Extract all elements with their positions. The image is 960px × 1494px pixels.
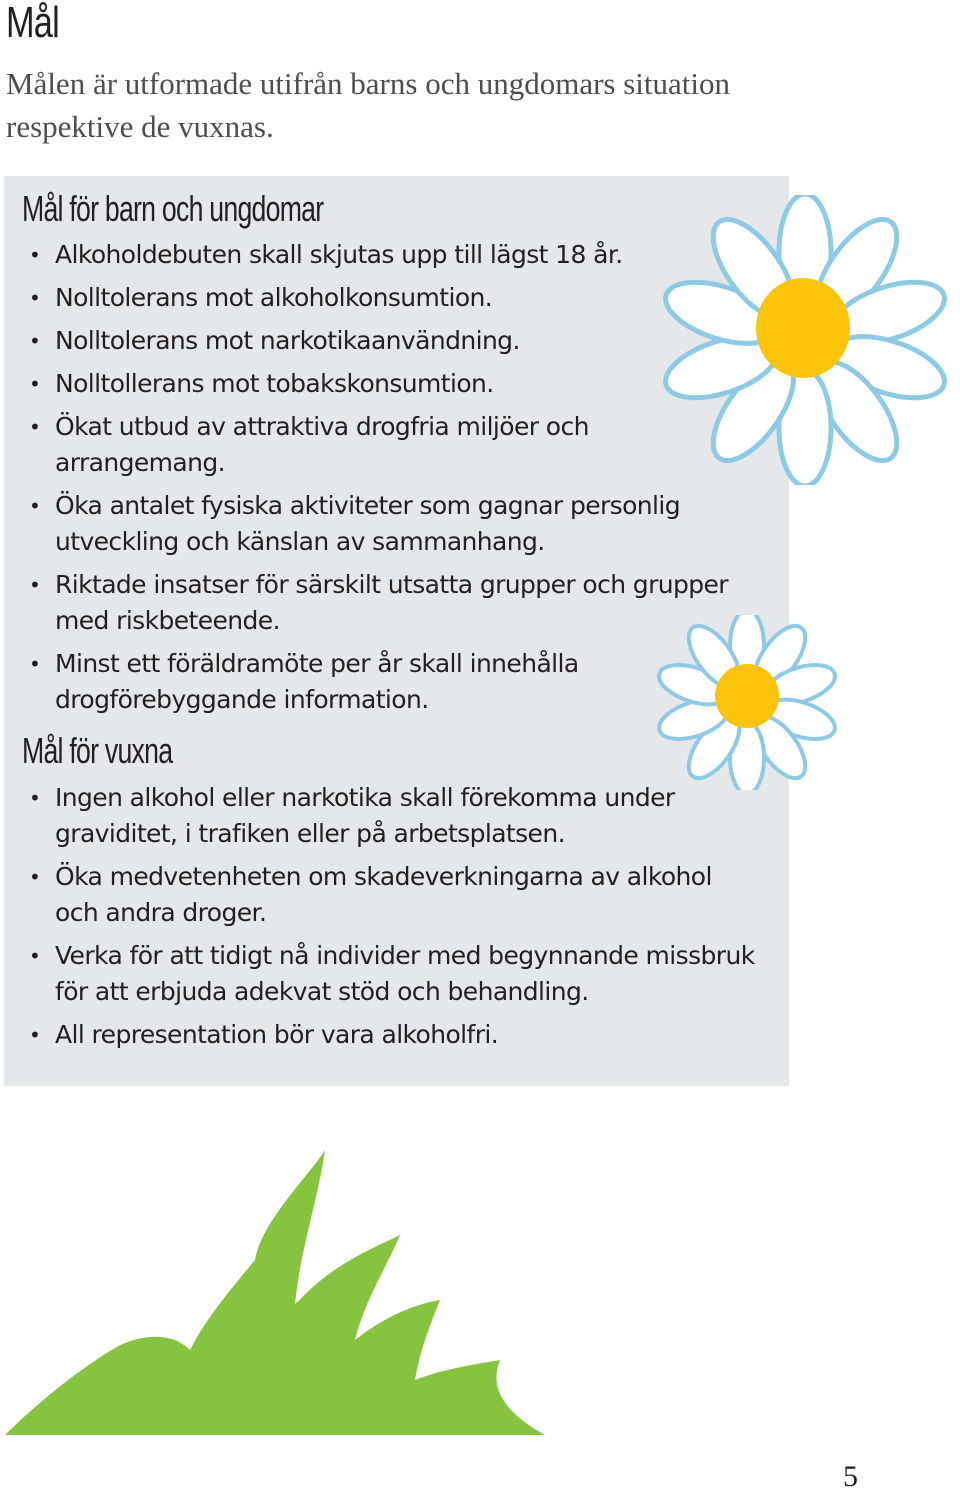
bullet: • [29,786,41,810]
bullet: • [29,286,41,310]
section-heading-adults: Mål för vuxna [22,730,173,771]
bullet: • [29,415,41,439]
bullet: • [29,243,41,267]
list-item-text: Minst ett föräldramöte per år skall innehålla drogförebyggande information. [55,649,579,714]
adult-goal-list [4,780,775,1060]
list-item-text: Öka antalet fysiska aktiviteter som gagnar personlig utveckling och känslan av sammanhang. [55,491,681,556]
list-item [4,859,745,931]
bullet: • [29,329,41,353]
list-item [4,488,705,560]
bullet: • [29,944,41,968]
bullet: • [29,372,41,396]
page-number: 5 [843,1460,858,1493]
list-item-text: Nolltolerans mot narkotikaanvändning. [55,326,520,355]
daisy-flower-icon [640,615,855,790]
list-item-text: All representation bör vara alkoholfri. [55,1020,499,1049]
list-item-text: Riktade insatser för särskilt utsatta grupper och grupper med riskbeteende. [55,570,728,635]
bullet: • [29,865,41,889]
list-item-text: Ökat utbud av attraktiva drogfria miljöer och arrangemang. [55,412,589,477]
list-item-text: Öka medvetenheten om skadeverkningarna av alkohol och andra droger. [55,862,712,927]
list-item [4,938,775,1010]
list-item [4,409,625,481]
list-item-text: Alkoholdebuten skall skjutas upp till lägst 18 år. [55,240,623,269]
list-item-text: Verka för att tidigt nå individer med begynnande missbruk för att erbjuda adekvat stöd och behandling. [55,941,755,1006]
list-item-text: Nolltolerans mot alkoholkonsumtion. [55,283,493,312]
bullet: • [29,573,41,597]
list-item [4,1017,775,1053]
intro-text: Målen är utformade utifrån barns och ungdomars situation respektive de vuxnas. [6,66,730,144]
green-grass-icon [0,1140,560,1440]
list-item [4,646,635,718]
bullet: • [29,1023,41,1047]
bullet: • [29,652,41,676]
bullet: • [29,494,41,518]
list-item [4,780,705,852]
list-item-text: Ingen alkohol eller narkotika skall förekomma under graviditet, i trafiken eller på arbetsplatsen. [55,783,675,848]
page-title: Mål [6,0,59,47]
daisy-flower-icon [655,195,955,485]
list-item-text: Nolltollerans mot tobakskonsumtion. [55,369,494,398]
section-heading-youth: Mål för barn och ungdomar [22,188,324,229]
